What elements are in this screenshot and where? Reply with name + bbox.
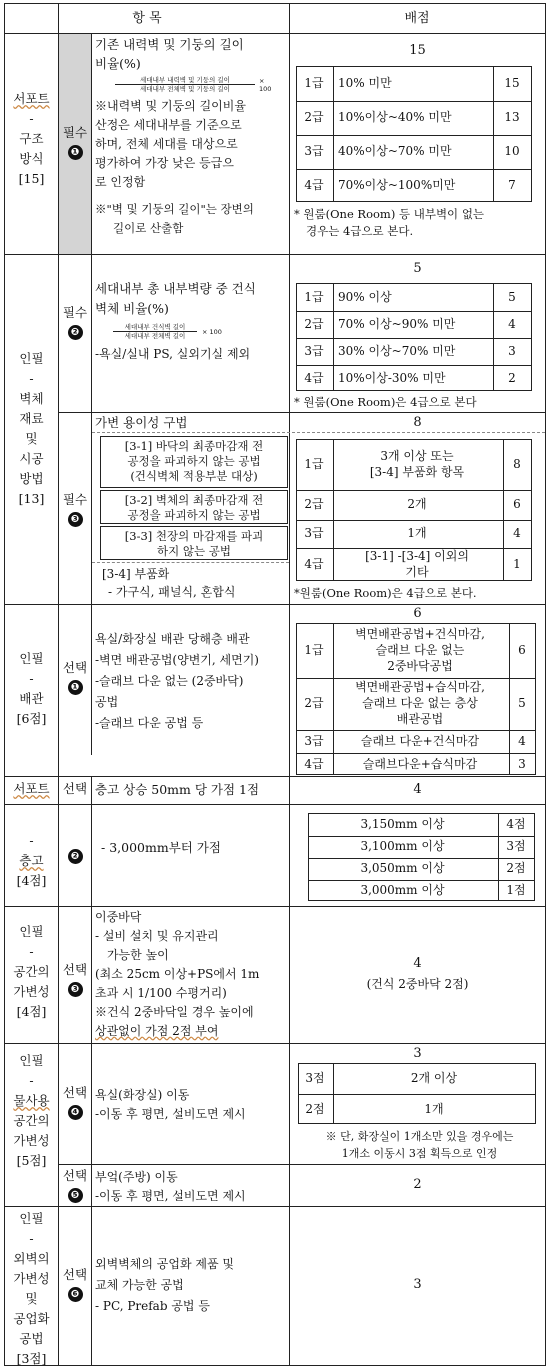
number-badge: ❺ bbox=[68, 1188, 83, 1203]
method-3-4: [3-4] 부품화 - 가구식, 패널식, 혼합식 bbox=[102, 567, 236, 599]
r8-c-cell: 1개 bbox=[424, 1101, 444, 1116]
cat-wet-space: 인필 - 물사용 공간의 가변성 [5점] bbox=[13, 1053, 50, 1168]
r6-c-cell: 3,050mm 이상 bbox=[360, 861, 445, 875]
r1-g-cell: 1급 bbox=[304, 76, 324, 90]
r6-s-cell: 1점 bbox=[506, 883, 526, 897]
r8-score: 3 bbox=[413, 1046, 422, 1061]
r2-g-cell: 1급 bbox=[304, 289, 324, 304]
number-badge: ❸ bbox=[68, 512, 83, 527]
req-label: 선택 ❸ bbox=[62, 962, 88, 995]
r1-s-cell: 7 bbox=[508, 178, 516, 192]
r5-desc: 층고 상승 50mm 당 가점 1점 bbox=[95, 782, 260, 797]
header-score: 배점 bbox=[404, 11, 430, 26]
r2-item: 세대내부 총 내부벽량 중 건식 벽체 비율(%) 세대내부 건식벽 길이 세대내부 전체벽 길이 × 100 -욕실/실내 PS, 실외기실 제외 bbox=[95, 279, 287, 364]
item-title: 기존 내력벽 및 기둥의 길이 bbox=[95, 37, 244, 52]
r1-g-cell: 3급 bbox=[304, 144, 324, 158]
r3-g-cell: 2급 bbox=[304, 497, 324, 511]
r3-c-cell: 1개 bbox=[407, 526, 427, 540]
r2-g-cell: 3급 bbox=[304, 343, 324, 358]
r6-s-cell: 2점 bbox=[506, 861, 526, 875]
r4-score: 6 bbox=[413, 606, 422, 621]
cat-line: - bbox=[29, 111, 34, 126]
r3-s-cell: 4 bbox=[513, 526, 521, 540]
cat-line: [15] bbox=[18, 171, 45, 186]
r8-c-cell: 2개 이상 bbox=[410, 1071, 458, 1085]
cat-line: 서포트 bbox=[13, 91, 50, 106]
number-badge: ❷ bbox=[68, 325, 83, 340]
r4-s-cell: 3 bbox=[518, 756, 526, 771]
r2-score: 5 bbox=[413, 261, 422, 276]
r6-desc: - 3,000mm부터 가점 bbox=[101, 840, 221, 855]
cat-line: 구조 bbox=[19, 131, 44, 146]
req-label: 선택 ❶ bbox=[62, 660, 88, 693]
r2-note: * 원룸(One Room)은 4급으로 본다 bbox=[294, 395, 477, 409]
number-badge: ❹ bbox=[68, 1105, 83, 1120]
r3-score: 8 bbox=[413, 415, 422, 430]
r1-note: * 원룸(One Room) 등 내부벽이 없는 경우는 4급으로 본다. bbox=[294, 207, 485, 238]
r1-c-cell: 10%이상~40% 미만 bbox=[338, 110, 452, 124]
r3-title: 가변 용이성 구법 bbox=[95, 415, 188, 430]
method-box-3-3: [3-3] 천장의 마감재를 파괴 하지 않는 공법 bbox=[100, 526, 288, 560]
req-label: 필수 ❸ bbox=[62, 492, 88, 525]
r3-c-cell: 2개 bbox=[407, 497, 427, 511]
evaluation-table bbox=[4, 3, 546, 1366]
r1-g-cell: 4급 bbox=[304, 178, 324, 192]
r2-g-cell: 4급 bbox=[304, 370, 324, 385]
r1-c-cell: 70%이상~100%미만 bbox=[338, 178, 456, 192]
r1-s-cell: 15 bbox=[504, 76, 520, 90]
r1-s-cell: 13 bbox=[504, 110, 520, 124]
r3-s-cell: 1 bbox=[513, 557, 521, 571]
r4-s-cell: 6 bbox=[518, 643, 526, 657]
col-divider-2 bbox=[91, 33, 92, 755]
method-box-3-2: [3-2] 벽체의 최종마감재 전 공정을 파괴하지 않는 공법 bbox=[100, 490, 288, 524]
r4-s-cell: 5 bbox=[518, 696, 526, 710]
r5-score: 4 bbox=[413, 782, 422, 797]
cat-support-structure bbox=[5, 89, 58, 189]
req-label bbox=[59, 846, 91, 864]
r4-c-cell: 슬래브다운+습식마감 bbox=[362, 756, 478, 771]
r4-c-cell: 벽면배관공법+습식마감, 슬래브 다운 없는 층상 배관공법 bbox=[355, 680, 485, 726]
r1-c-cell: 40%이상~70% 미만 bbox=[338, 144, 452, 158]
r9-item: 부엌(주방) 이동 -이동 후 평면, 설비도면 제시 bbox=[95, 1170, 246, 1203]
r4-c-cell: 슬래브 다운+건식마감 bbox=[360, 733, 480, 748]
header-item: 항 목 bbox=[132, 11, 162, 26]
formula-numerator: 세대내부 내력벽 및 기둥의 길이 bbox=[140, 76, 230, 84]
cat-space-variability: 인필 - 공간의 가변성 [4점] bbox=[13, 924, 50, 1019]
formula-denominator: 세대내부 전체벽 및 기둥의 길이 bbox=[140, 85, 230, 93]
number-badge: ❸ bbox=[68, 982, 83, 997]
cat-floor-height: - 층고 [4점] bbox=[16, 833, 47, 888]
r2-s-cell: 5 bbox=[508, 289, 516, 304]
r2-c-cell: 70% 이상~90% 미만 bbox=[338, 316, 456, 331]
r3-c-cell: 3개 이상 또는 [3-4] 부품화 항목 bbox=[369, 449, 465, 479]
req-label: 필수 ❷ bbox=[62, 305, 88, 338]
cat-line: 방식 bbox=[19, 151, 44, 166]
req-label: 필수 ❶ bbox=[62, 125, 88, 158]
req-label: 선택 ❻ bbox=[62, 1267, 88, 1300]
r4-s-cell: 4 bbox=[518, 733, 526, 748]
formula: 세대내부 내력벽 및 기둥의 길이 세대내부 전체벽 및 기둥의 길이 × 100 bbox=[115, 76, 287, 93]
r2-c-cell: 90% 이상 bbox=[338, 289, 392, 304]
r6-s-cell: 3점 bbox=[506, 839, 526, 853]
r1-g-cell: 2급 bbox=[304, 110, 324, 124]
r6-s-cell: 4점 bbox=[506, 817, 526, 831]
r10-item: 외벽벽체의 공업화 제품 및 교체 가능한 공법 - PC, Prefab 공법 등 bbox=[95, 1257, 234, 1313]
r6-c-cell: 3,100mm 이상 bbox=[360, 839, 445, 853]
r8-note: ※ 단, 화장실이 1개소만 있을 경우에는 1개소 이동시 3점 획득으로 인정 bbox=[325, 1130, 514, 1160]
r1-item bbox=[95, 35, 287, 238]
r2-c-cell: 10%이상-30% 미만 bbox=[338, 370, 446, 385]
number-badge: ❷ bbox=[68, 849, 83, 864]
req-label: 선택 ❺ bbox=[62, 1168, 88, 1201]
formula: 세대내부 건식벽 길이 세대내부 전체벽 길이 × 100 bbox=[113, 323, 287, 340]
cat-exterior-wall: 인필 - 외벽의 가변성 및 공업화 공법 [3점] bbox=[13, 1211, 50, 1366]
r2-c-cell: 30% 이상~70% 미만 bbox=[338, 343, 456, 358]
r4-item: 욕실/화장실 배관 당해층 배관 -벽면 배관공법(양변기, 세면기) -슬래브 다운 없는 (2중바닥) 공법 -슬래브 다운 공법 등 bbox=[95, 632, 259, 730]
r1-score: 15 bbox=[409, 43, 426, 58]
r3-c-cell: [3-1] -[3-4] 이외의 기타 bbox=[365, 549, 469, 579]
r2-g-cell: 2급 bbox=[304, 316, 324, 331]
r4-c-cell: 벽면배관공법+건식마감, 슬래브 다운 없는 2중바닥공법 bbox=[355, 627, 485, 673]
r3-note: *원룸(One Room)은 4급으로 본다. bbox=[294, 586, 477, 600]
r3-s-cell: 6 bbox=[513, 497, 521, 511]
cat-support: 서포트 bbox=[13, 781, 50, 796]
r7-score: 4 (건식 2중바닥 2점) bbox=[366, 956, 469, 991]
number-badge: ❶ bbox=[68, 145, 83, 160]
r8-g-cell: 3점 bbox=[305, 1071, 325, 1085]
r3-g-cell: 4급 bbox=[304, 557, 324, 571]
r1-c-cell: 10% 미만 bbox=[338, 76, 392, 90]
item-desc: ※내력벽 및 기둥의 길이비율 산정은 세대내부를 기준으로 하며, 전체 세대를 대상으로 평가하여 가장 낮은 등급으 로 인정함 bbox=[95, 99, 246, 189]
req-label: 선택 ❹ bbox=[62, 1085, 88, 1118]
r2-s-cell: 2 bbox=[508, 370, 516, 385]
number-badge: ❻ bbox=[68, 1287, 83, 1302]
number-badge: ❶ bbox=[68, 680, 83, 695]
r8-g-cell: 2점 bbox=[305, 1101, 325, 1116]
r6-c-cell: 3,150mm 이상 bbox=[360, 817, 445, 831]
r2-s-cell: 4 bbox=[508, 316, 516, 331]
col-divider-score bbox=[289, 4, 290, 1365]
r4-g-cell: 4급 bbox=[304, 756, 324, 771]
r4-g-cell: 1급 bbox=[304, 643, 324, 657]
r4-g-cell: 3급 bbox=[304, 733, 324, 748]
cat-infill-piping: 인필 - 배관 [6점] bbox=[16, 651, 47, 726]
r6-c-cell: 3,000mm 이상 bbox=[360, 883, 445, 897]
r3-g-cell: 3급 bbox=[304, 526, 324, 540]
r2-s-cell: 3 bbox=[508, 343, 516, 358]
r3-g-cell: 1급 bbox=[304, 457, 324, 471]
item-title: 비율(%) bbox=[95, 56, 141, 71]
r8-item: 욕실(화장실) 이동 -이동 후 평면, 설비도면 제시 bbox=[95, 1088, 246, 1121]
r7-item: 이중바닥 - 설비 설치 및 유지관리 가능한 높이 (최소 25cm 이상+PS에서 1m 초과 시 1/100 수평거리) ※건식 2중바닥일 경우 높이에 상관없이 가점 2점 부여 bbox=[95, 910, 260, 1038]
r1-s-cell: 10 bbox=[504, 144, 520, 158]
cat-infill-wall: 인필 - 벽체 재료 및 시공 방법 [13] bbox=[18, 351, 45, 506]
method-box-3-1: [3-1] 바닥의 최종마감재 전 공정을 파괴하지 않는 공법 (건식벽체 적용부분 대상) bbox=[100, 436, 288, 488]
r3-s-cell: 8 bbox=[513, 457, 521, 471]
item-note: ※"벽 및 기둥의 길이"는 장변의 길이로 산출함 bbox=[95, 202, 254, 235]
r9-score: 2 bbox=[413, 1177, 422, 1192]
r4-g-cell: 2급 bbox=[304, 696, 324, 710]
req-label: 선택 bbox=[62, 781, 88, 796]
r10-score: 3 bbox=[413, 1277, 422, 1292]
item-desc: -욕실/실내 PS, 실외기실 제외 bbox=[95, 347, 251, 361]
